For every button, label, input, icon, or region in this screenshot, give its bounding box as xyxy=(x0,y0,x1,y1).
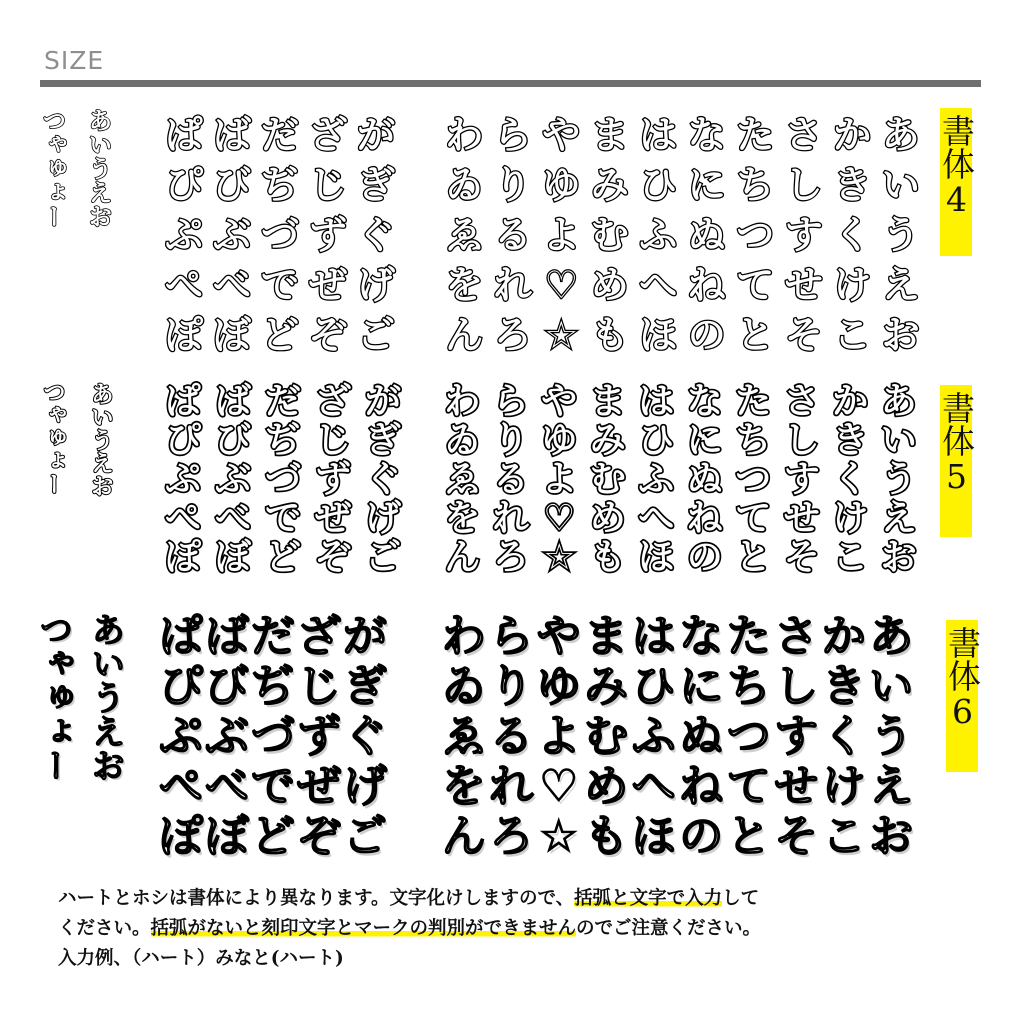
note-line-2 xyxy=(58,914,978,944)
style4-glyph: ぺ xyxy=(164,263,203,307)
style4-glyph: ぷ xyxy=(164,213,203,257)
style5-glyph: ぷ xyxy=(164,458,201,500)
style4-glyph: ぼ xyxy=(212,313,251,357)
style4-glyph: へ xyxy=(639,263,678,307)
style4-glyph: ろ xyxy=(493,313,532,357)
style6-glyph: い xyxy=(869,661,914,712)
style5-glyph: ぜ xyxy=(314,497,351,539)
style6-glyph: ♡ xyxy=(539,761,579,812)
style4-glyph: ど xyxy=(260,313,299,357)
style6-glyph: ぬ xyxy=(679,711,724,762)
style4-glyph: き xyxy=(833,163,872,207)
style6-glyph: ま xyxy=(584,611,629,662)
style5-glyph: た xyxy=(735,380,772,422)
style4-glyph: ゐ xyxy=(445,163,484,207)
style4-glyph: せ xyxy=(784,263,823,307)
style6-glyph: が xyxy=(343,611,387,662)
style4-glyph: や xyxy=(542,113,581,157)
style4-glyph: ほ xyxy=(639,313,678,357)
style6-glyph: そ xyxy=(774,811,819,862)
style4-glyph: え xyxy=(881,263,920,307)
style5-glyph: わ xyxy=(444,380,481,422)
style4-glyph: ぞ xyxy=(308,313,347,357)
style4-glyph: す xyxy=(784,213,823,257)
style4-glyph: ち xyxy=(736,163,775,207)
style6-grid-right xyxy=(440,612,915,862)
style6-glyph: え xyxy=(869,761,914,812)
style5-glyph: が xyxy=(364,380,401,422)
style5-glyph: し xyxy=(783,419,820,461)
style5-glyph: ぱ xyxy=(164,380,201,422)
style6-glyph: さ xyxy=(774,611,819,662)
style5-glyph: さ xyxy=(783,380,820,422)
style5-glyph: ☆ xyxy=(543,536,576,578)
style5-glyph: じ xyxy=(314,419,351,461)
style6-label: 書体6 xyxy=(943,626,982,731)
style4-glyph: は xyxy=(639,113,678,157)
style5-glyph: ば xyxy=(214,380,251,422)
style5-glyph: は xyxy=(638,380,675,422)
style5-glyph: へ xyxy=(638,497,675,539)
style4-glyph: の xyxy=(687,313,726,357)
style6-glyph: ざ xyxy=(297,611,341,662)
style6-glyph: ぎ xyxy=(343,661,387,712)
style4-glyph: ば xyxy=(212,113,251,157)
style4-glyph: ぴ xyxy=(164,163,203,207)
style4-grid-left xyxy=(160,110,400,360)
style6-glyph: づ xyxy=(251,711,295,762)
style4-glyph: ず xyxy=(308,213,347,257)
style6-glyph: ぺ xyxy=(159,761,203,812)
style4-glyph: さ xyxy=(784,113,823,157)
style6-glyph: ず xyxy=(297,711,341,762)
style6-glyph: の xyxy=(679,811,724,862)
style5-glyph: ゑ xyxy=(444,458,481,500)
style4-glyph: ふ xyxy=(639,213,678,257)
style5-glyph: だ xyxy=(264,380,301,422)
style4-glyph: お xyxy=(881,313,920,357)
style6-glyph: だ xyxy=(251,611,295,662)
style6-glyph: ぜ xyxy=(297,761,341,812)
style4-glyph: べ xyxy=(212,263,251,307)
style4-glyph: つ xyxy=(736,213,775,257)
style5-glyph: め xyxy=(589,497,626,539)
style4-glyph: め xyxy=(590,263,629,307)
style5-glyph: な xyxy=(686,380,723,422)
style5-glyph: ま xyxy=(589,380,626,422)
style5-glyph: る xyxy=(492,458,529,500)
style4-glyph: に xyxy=(687,163,726,207)
style4-glyph: こ xyxy=(833,313,872,357)
style4-glyph: れ xyxy=(493,263,532,307)
style4-glyph: ぶ xyxy=(212,213,251,257)
style4-glyph: ざ xyxy=(308,113,347,157)
style6-glyph: せ xyxy=(774,761,819,812)
style5-glyph: の xyxy=(686,536,723,578)
style5-label-tag xyxy=(937,385,976,537)
style6-glyph: み xyxy=(584,661,629,712)
style5-glyph: ろ xyxy=(492,536,529,578)
style5-glyph: ぎ xyxy=(364,419,401,461)
style6-glyph: じ xyxy=(297,661,341,712)
style4-label-tag xyxy=(937,108,976,256)
style5-glyph: え xyxy=(880,497,917,539)
style4-glyph: ぢ xyxy=(260,163,299,207)
style5-glyph: れ xyxy=(492,497,529,539)
style5-glyph: ん xyxy=(444,536,481,578)
style5-glyph: ら xyxy=(492,380,529,422)
style4-glyph: ね xyxy=(687,263,726,307)
style6-glyph: げ xyxy=(343,761,387,812)
style5-glyph: い xyxy=(880,419,917,461)
style5-grid-left xyxy=(158,382,408,577)
style4-glyph: げ xyxy=(356,263,395,307)
style4-glyph: み xyxy=(590,163,629,207)
style5-glyph: ず xyxy=(314,458,351,500)
style6-glyph: つ xyxy=(726,711,771,762)
style4-glyph: が xyxy=(356,113,395,157)
style6-glyph: ぷ xyxy=(159,711,203,762)
style4-glyph: と xyxy=(736,313,775,357)
style5-glyph: く xyxy=(832,458,869,500)
notes xyxy=(58,884,978,974)
style5-glyph: か xyxy=(832,380,869,422)
style6-glyph: ろ xyxy=(489,811,534,862)
style4-glyph: か xyxy=(833,113,872,157)
style5-glyph: こ xyxy=(832,536,869,578)
style5-glyph: ひ xyxy=(638,419,675,461)
style5-glyph: も xyxy=(589,536,626,578)
style5-glyph: ほ xyxy=(638,536,675,578)
style5-glyph: ぬ xyxy=(686,458,723,500)
style4-glyph: し xyxy=(784,163,823,207)
style4-glyph: じ xyxy=(308,163,347,207)
style6-glyph: し xyxy=(774,661,819,712)
style4-glyph: ゑ xyxy=(445,213,484,257)
note-line-2-text: ください。 xyxy=(58,918,151,939)
style5-small-col-1: あいうえお xyxy=(87,382,113,497)
style6-glyph: り xyxy=(489,661,534,712)
style6-glyph: ほ xyxy=(631,811,676,862)
style5-grid-right xyxy=(438,382,923,577)
style5-glyph: り xyxy=(492,419,529,461)
style4-glyph: ♡ xyxy=(544,263,579,307)
style6-glyph: す xyxy=(774,711,819,762)
style5-glyph: ふ xyxy=(638,458,675,500)
style5-glyph: ゆ xyxy=(541,419,578,461)
style4-glyph: な xyxy=(687,113,726,157)
style6-glyph: れ xyxy=(489,761,534,812)
style4-glyph: よ xyxy=(542,213,581,257)
style5-glyph: ゐ xyxy=(444,419,481,461)
style4-glyph: あ xyxy=(881,113,920,157)
style6-glyph: や xyxy=(536,611,581,662)
style6-glyph: ば xyxy=(205,611,249,662)
style6-glyph: け xyxy=(821,761,866,812)
style4-glyph: ま xyxy=(590,113,629,157)
style5-glyph: づ xyxy=(264,458,301,500)
style6-glyph: た xyxy=(726,611,771,662)
style4-glyph: ぬ xyxy=(687,213,726,257)
style5-glyph: ぽ xyxy=(164,536,201,578)
heading-divider xyxy=(40,80,981,87)
style6-glyph: ひ xyxy=(631,661,676,712)
style6-glyph: む xyxy=(584,711,629,762)
style5-glyph: ぐ xyxy=(364,458,401,500)
style6-glyph: び xyxy=(205,661,249,712)
style4-small-col-2: つゃゅょー xyxy=(38,108,66,228)
style4-glyph: ぱ xyxy=(164,113,203,157)
note-line-2-tail: のでご注意ください。 xyxy=(576,918,762,939)
style4-glyph: ら xyxy=(493,113,532,157)
style6-glyph: ぽ xyxy=(159,811,203,862)
style6-glyph: も xyxy=(584,811,629,862)
style5-glyph: ぼ xyxy=(214,536,251,578)
style4-glyph: む xyxy=(590,213,629,257)
style4-glyph: ぐ xyxy=(356,213,395,257)
style6-small-col-1: あいうえお xyxy=(85,612,125,782)
style4-glyph: た xyxy=(736,113,775,157)
style6-glyph: な xyxy=(679,611,724,662)
style4-glyph: ゆ xyxy=(542,163,581,207)
style6-glyph: ね xyxy=(679,761,724,812)
style4-glyph: わ xyxy=(445,113,484,157)
style5-small-col-2: つゃゅょー xyxy=(39,380,65,495)
style5-glyph: ぢ xyxy=(264,419,301,461)
style5-glyph: す xyxy=(783,458,820,500)
style4-glyph: ん xyxy=(445,313,484,357)
style6-grid-left xyxy=(158,612,388,862)
style6-glyph: ☆ xyxy=(539,811,579,862)
style4-glyph: ご xyxy=(356,313,395,357)
style5-glyph: う xyxy=(880,458,917,500)
style4-glyph: る xyxy=(493,213,532,257)
style4-glyph: ぽ xyxy=(164,313,203,357)
style6-glyph: ぱ xyxy=(159,611,203,662)
style5-glyph: ざ xyxy=(314,380,351,422)
note-line-1-tail: して xyxy=(722,888,760,909)
note-line-1-highlight: 括弧と文字で入力 xyxy=(574,888,723,909)
style6-small-col-2: つゃゅょー xyxy=(33,612,73,782)
style6-label-tag xyxy=(943,620,982,772)
note-line-1-text: ハートとホシは書体により異なります。文字化けしますので、 xyxy=(58,888,575,909)
style6-glyph: お xyxy=(869,811,914,862)
style4-glyph: う xyxy=(881,213,920,257)
style5-glyph: つ xyxy=(735,458,772,500)
style6-glyph: ら xyxy=(489,611,534,662)
style5-glyph: ご xyxy=(364,536,401,578)
style5-glyph: せ xyxy=(783,497,820,539)
style6-glyph: ふ xyxy=(631,711,676,762)
style5-glyph: ね xyxy=(686,497,723,539)
style6-glyph: ち xyxy=(726,661,771,712)
style6-glyph: に xyxy=(679,661,724,712)
style6-glyph: め xyxy=(584,761,629,812)
note-line-1 xyxy=(58,884,978,914)
style6-glyph: る xyxy=(489,711,534,762)
style5-glyph: て xyxy=(735,497,772,539)
style5-glyph: ぺ xyxy=(164,497,201,539)
style5-glyph: ぶ xyxy=(214,458,251,500)
style4-glyph: い xyxy=(881,163,920,207)
style5-glyph: ど xyxy=(264,536,301,578)
style4-glyph: で xyxy=(260,263,299,307)
style4-glyph: び xyxy=(212,163,251,207)
style6-glyph: ご xyxy=(343,811,387,862)
style5-glyph: べ xyxy=(214,497,251,539)
style6-glyph: ん xyxy=(441,811,486,862)
style6-glyph: ゑ xyxy=(441,711,486,762)
style5-glyph: ぞ xyxy=(314,536,351,578)
style6-glyph: ぞ xyxy=(297,811,341,862)
style6-glyph: き xyxy=(821,661,866,712)
style6-glyph: ぼ xyxy=(205,811,249,862)
style4-glyph: だ xyxy=(260,113,299,157)
style5-glyph: に xyxy=(686,419,723,461)
style6-glyph: わ xyxy=(441,611,486,662)
style4-glyph: り xyxy=(493,163,532,207)
style6-glyph: べ xyxy=(205,761,249,812)
style6-glyph: を xyxy=(441,761,486,812)
style5-glyph: き xyxy=(832,419,869,461)
style4-glyph: を xyxy=(445,263,484,307)
style4-glyph: ☆ xyxy=(544,313,579,357)
style5-glyph: び xyxy=(214,419,251,461)
style4-glyph: そ xyxy=(784,313,823,357)
style4-glyph: け xyxy=(833,263,872,307)
style6-glyph: ゐ xyxy=(441,661,486,712)
style5-glyph: ぴ xyxy=(164,419,201,461)
style5-glyph: む xyxy=(589,458,626,500)
style6-glyph: こ xyxy=(821,811,866,862)
style4-glyph: づ xyxy=(260,213,299,257)
style6-glyph: ぐ xyxy=(343,711,387,762)
style4-grid-right xyxy=(440,110,925,360)
style4-glyph: も xyxy=(590,313,629,357)
style5-glyph: み xyxy=(589,419,626,461)
style4-glyph: く xyxy=(833,213,872,257)
note-line-2-highlight: 括弧がないと刻印文字とマークの判別ができません xyxy=(150,918,577,939)
style5-glyph: ♡ xyxy=(543,497,576,539)
style5-glyph: で xyxy=(264,497,301,539)
style5-glyph: げ xyxy=(364,497,401,539)
style5-glyph: と xyxy=(735,536,772,578)
style6-glyph: は xyxy=(631,611,676,662)
style6-glyph: て xyxy=(726,761,771,812)
style6-glyph: か xyxy=(821,611,866,662)
style4-glyph: ぎ xyxy=(356,163,395,207)
style5-glyph: あ xyxy=(880,380,917,422)
note-line-3: 入力例、（ハート）みなと(ハート) xyxy=(58,948,344,969)
style4-glyph: ぜ xyxy=(308,263,347,307)
style6-glyph: ぴ xyxy=(159,661,203,712)
style5-glyph: を xyxy=(444,497,481,539)
style6-glyph: ど xyxy=(251,811,295,862)
style4-small-col-1: あいうえお xyxy=(84,108,112,228)
style6-glyph: あ xyxy=(869,611,914,662)
style5-glyph: け xyxy=(832,497,869,539)
style5-glyph: ち xyxy=(735,419,772,461)
page-heading: SIZE xyxy=(44,46,105,75)
style4-label: 書体4 xyxy=(937,114,976,219)
style4-glyph: ひ xyxy=(639,163,678,207)
style6-glyph: ぶ xyxy=(205,711,249,762)
style6-glyph: へ xyxy=(631,761,676,812)
style5-glyph: そ xyxy=(783,536,820,578)
style6-glyph: う xyxy=(869,711,914,762)
style5-glyph: お xyxy=(880,536,917,578)
style6-glyph: と xyxy=(726,811,771,862)
style6-glyph: よ xyxy=(536,711,581,762)
style6-glyph: く xyxy=(821,711,866,762)
style4-glyph: て xyxy=(736,263,775,307)
style6-glyph: ゆ xyxy=(536,661,581,712)
style5-label: 書体5 xyxy=(937,391,976,496)
style6-glyph: ぢ xyxy=(251,661,295,712)
style5-glyph: よ xyxy=(541,458,578,500)
style5-glyph: や xyxy=(541,380,578,422)
style6-glyph: で xyxy=(251,761,295,812)
